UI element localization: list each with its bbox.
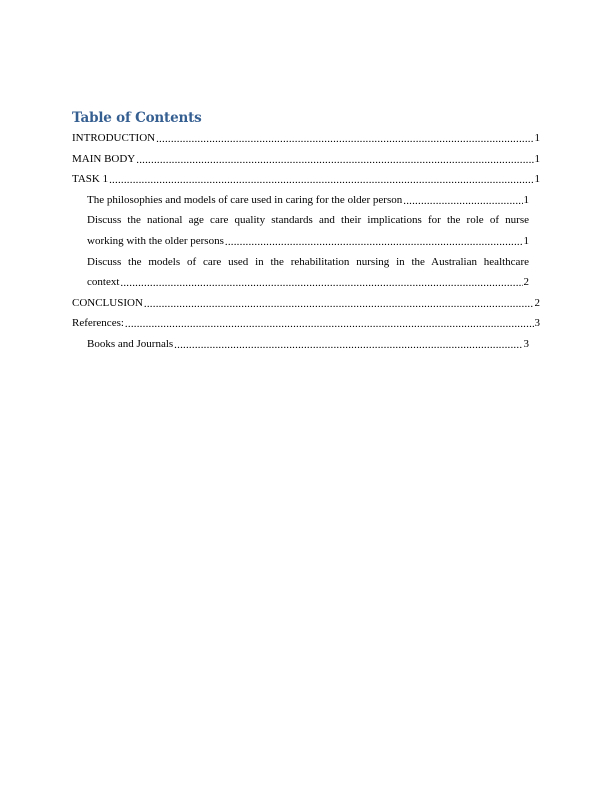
toc-page-number: 2 (523, 276, 529, 289)
toc-entry-main-body[interactable] (72, 149, 540, 170)
toc-page-number: 1 (534, 132, 540, 144)
dot-leader (109, 174, 533, 186)
toc-title: Table of Contents (72, 110, 202, 126)
toc-entry-label: References: (72, 317, 124, 330)
dot-leader (403, 195, 522, 207)
toc-entry-label: TASK 1 (72, 173, 109, 186)
toc-entry-label: The philosophies and models of care used in caring for the older person (87, 193, 403, 206)
toc-page-number: 2 (534, 296, 540, 309)
toc-entry-rehabilitation-models[interactable] (72, 252, 540, 293)
toc-entry-label-line-2: working with the older persons (87, 234, 224, 247)
toc-page-number: 3 (523, 337, 529, 350)
toc-page-number: 1 (534, 173, 540, 186)
toc-entry-philosophies[interactable] (72, 190, 540, 211)
dot-leader (136, 154, 533, 166)
dot-leader (174, 339, 522, 351)
toc-page-number: 1 (523, 234, 529, 247)
toc-entry-books-and-journals[interactable] (72, 334, 540, 355)
dot-leader (125, 318, 534, 330)
toc-entry-conclusion[interactable] (72, 293, 540, 314)
toc-entry-introduction[interactable] (72, 128, 540, 149)
toc-entry-label-line-2: context (87, 276, 120, 289)
toc-entry-label: Books and Journals (87, 337, 174, 350)
toc-entry-age-care-standards[interactable] (72, 210, 540, 251)
toc-entry-label: MAIN BODY (72, 152, 136, 165)
dot-leader (156, 133, 533, 145)
toc-entry-references[interactable] (72, 313, 540, 334)
dot-leader (225, 236, 523, 248)
toc-entry-task-1[interactable] (72, 169, 540, 190)
dot-leader (144, 298, 534, 310)
toc-entry-label: CONCLUSION (72, 296, 143, 309)
toc-page-number: 1 (534, 152, 540, 165)
table-of-contents (72, 108, 540, 355)
toc-page-number: 3 (534, 317, 540, 330)
toc-entry-label-line-1: Discuss the models of care used in the rehabilitation nursing in the Australian healthcare (87, 255, 529, 268)
toc-page-number: 1 (523, 193, 529, 206)
toc-entry-label-line-1: Discuss the national age care quality standards and their implications for the role of nurse (87, 214, 529, 227)
dot-leader (120, 277, 522, 289)
toc-entry-label: INTRODUCTION (72, 132, 156, 144)
